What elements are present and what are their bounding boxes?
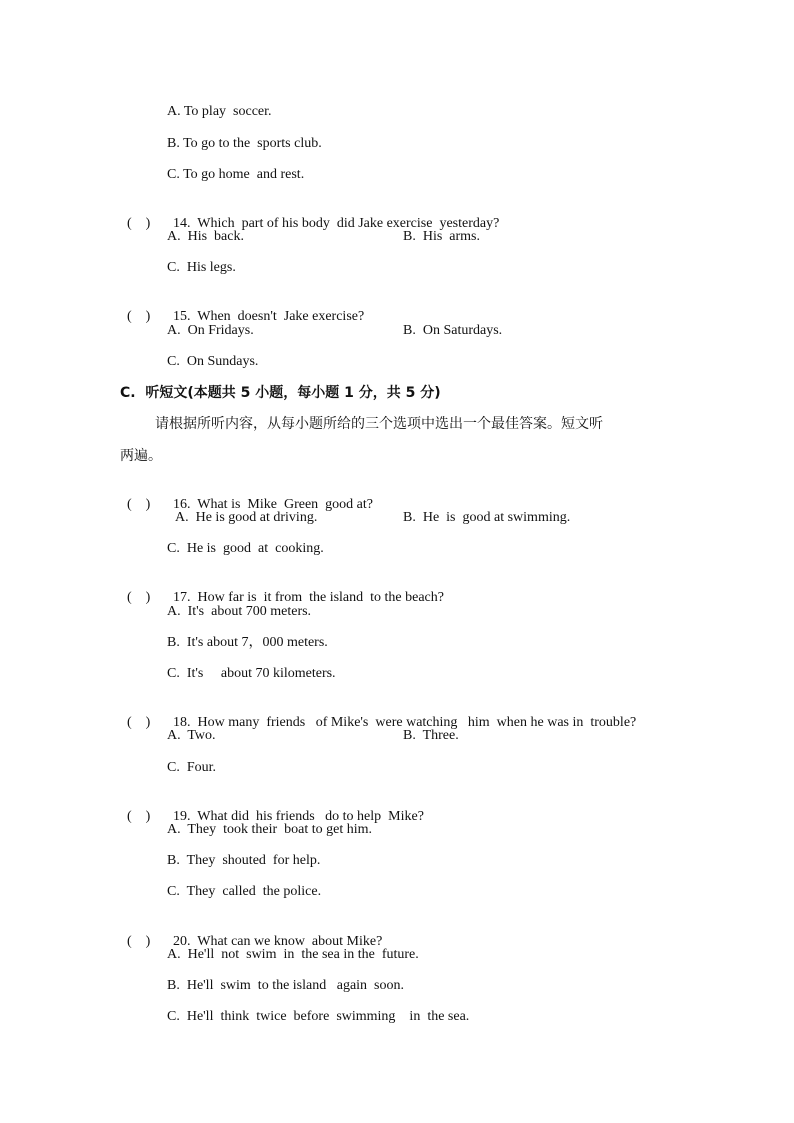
answer-blank: ( ) xyxy=(127,216,151,231)
q17-option-a: A. It's about 700 meters. xyxy=(167,604,312,619)
question-text: 19. What did his friends do to help Mike? xyxy=(173,809,424,824)
q20-option-c: C. He'll think twice before swimming in the sea. xyxy=(167,1009,470,1024)
answer-blank: ( ) xyxy=(127,934,151,949)
question-text: 14. Which part of his body did Jake exercise yesterday? xyxy=(173,216,500,231)
q16-option-a: A. He is good at driving. xyxy=(175,510,318,525)
answer-blank: ( ) xyxy=(127,590,151,605)
q18-option-b: B. Three. xyxy=(403,728,459,743)
answer-blank: ( ) xyxy=(127,809,151,824)
q14-option-a: A. His back. xyxy=(167,229,244,244)
q19-option-b: B. They shouted for help. xyxy=(167,853,321,868)
question-text: 17. How far is it from the island to the beach? xyxy=(173,590,444,605)
question-text: 16. What is Mike Green good at? xyxy=(173,497,373,512)
q13-option-c: C. To go home and rest. xyxy=(167,167,305,182)
q17-option-b: B. It's about 7，000 meters. xyxy=(167,635,328,650)
question-text: 18. How many friends of Mike's were watching him when he was in trouble? xyxy=(173,715,637,730)
q15-option-b: B. On Saturdays. xyxy=(403,323,503,338)
answer-blank: ( ) xyxy=(127,715,151,730)
section-c-instruction: 请根据所听内容，从每小题所给的三个选项中选出一个最佳答案。短文听 xyxy=(155,416,603,432)
question-15 xyxy=(120,290,364,326)
q13-option-b: B. To go to the sports club. xyxy=(167,136,322,151)
q18-option-c: C. Four. xyxy=(167,760,217,775)
q19-option-a: A. They took their boat to get him. xyxy=(167,822,373,837)
q20-option-a: A. He'll not swim in the sea in the future. xyxy=(167,947,419,962)
q16-option-b: B. He is good at swimming. xyxy=(403,510,571,525)
q14-option-c: C. His legs. xyxy=(167,260,236,275)
q19-option-c: C. They called the police. xyxy=(167,884,322,899)
q13-option-a: A. To play soccer. xyxy=(167,104,272,119)
q15-option-a: A. On Fridays. xyxy=(167,323,254,338)
q20-option-b: B. He'll swim to the island again soon. xyxy=(167,978,405,993)
q17-option-c: C. It's about 70 kilometers. xyxy=(167,666,336,681)
answer-blank: ( ) xyxy=(127,497,151,512)
question-17 xyxy=(120,571,444,607)
question-text: 20. What can we know about Mike? xyxy=(173,934,383,949)
q16-option-c: C. He is good at cooking. xyxy=(167,541,324,556)
q15-option-c: C. On Sundays. xyxy=(167,354,259,369)
section-c-title: C. 听短文(本题共 5 小题，每小题 1 分，共 5 分) xyxy=(120,385,441,401)
question-text: 15. When doesn't Jake exercise? xyxy=(173,309,365,324)
answer-blank: ( ) xyxy=(127,309,151,324)
q14-option-b: B. His arms. xyxy=(403,229,480,244)
section-c-instruction-cont: 两遍。 xyxy=(120,448,162,464)
q18-option-a: A. Two. xyxy=(167,728,216,743)
